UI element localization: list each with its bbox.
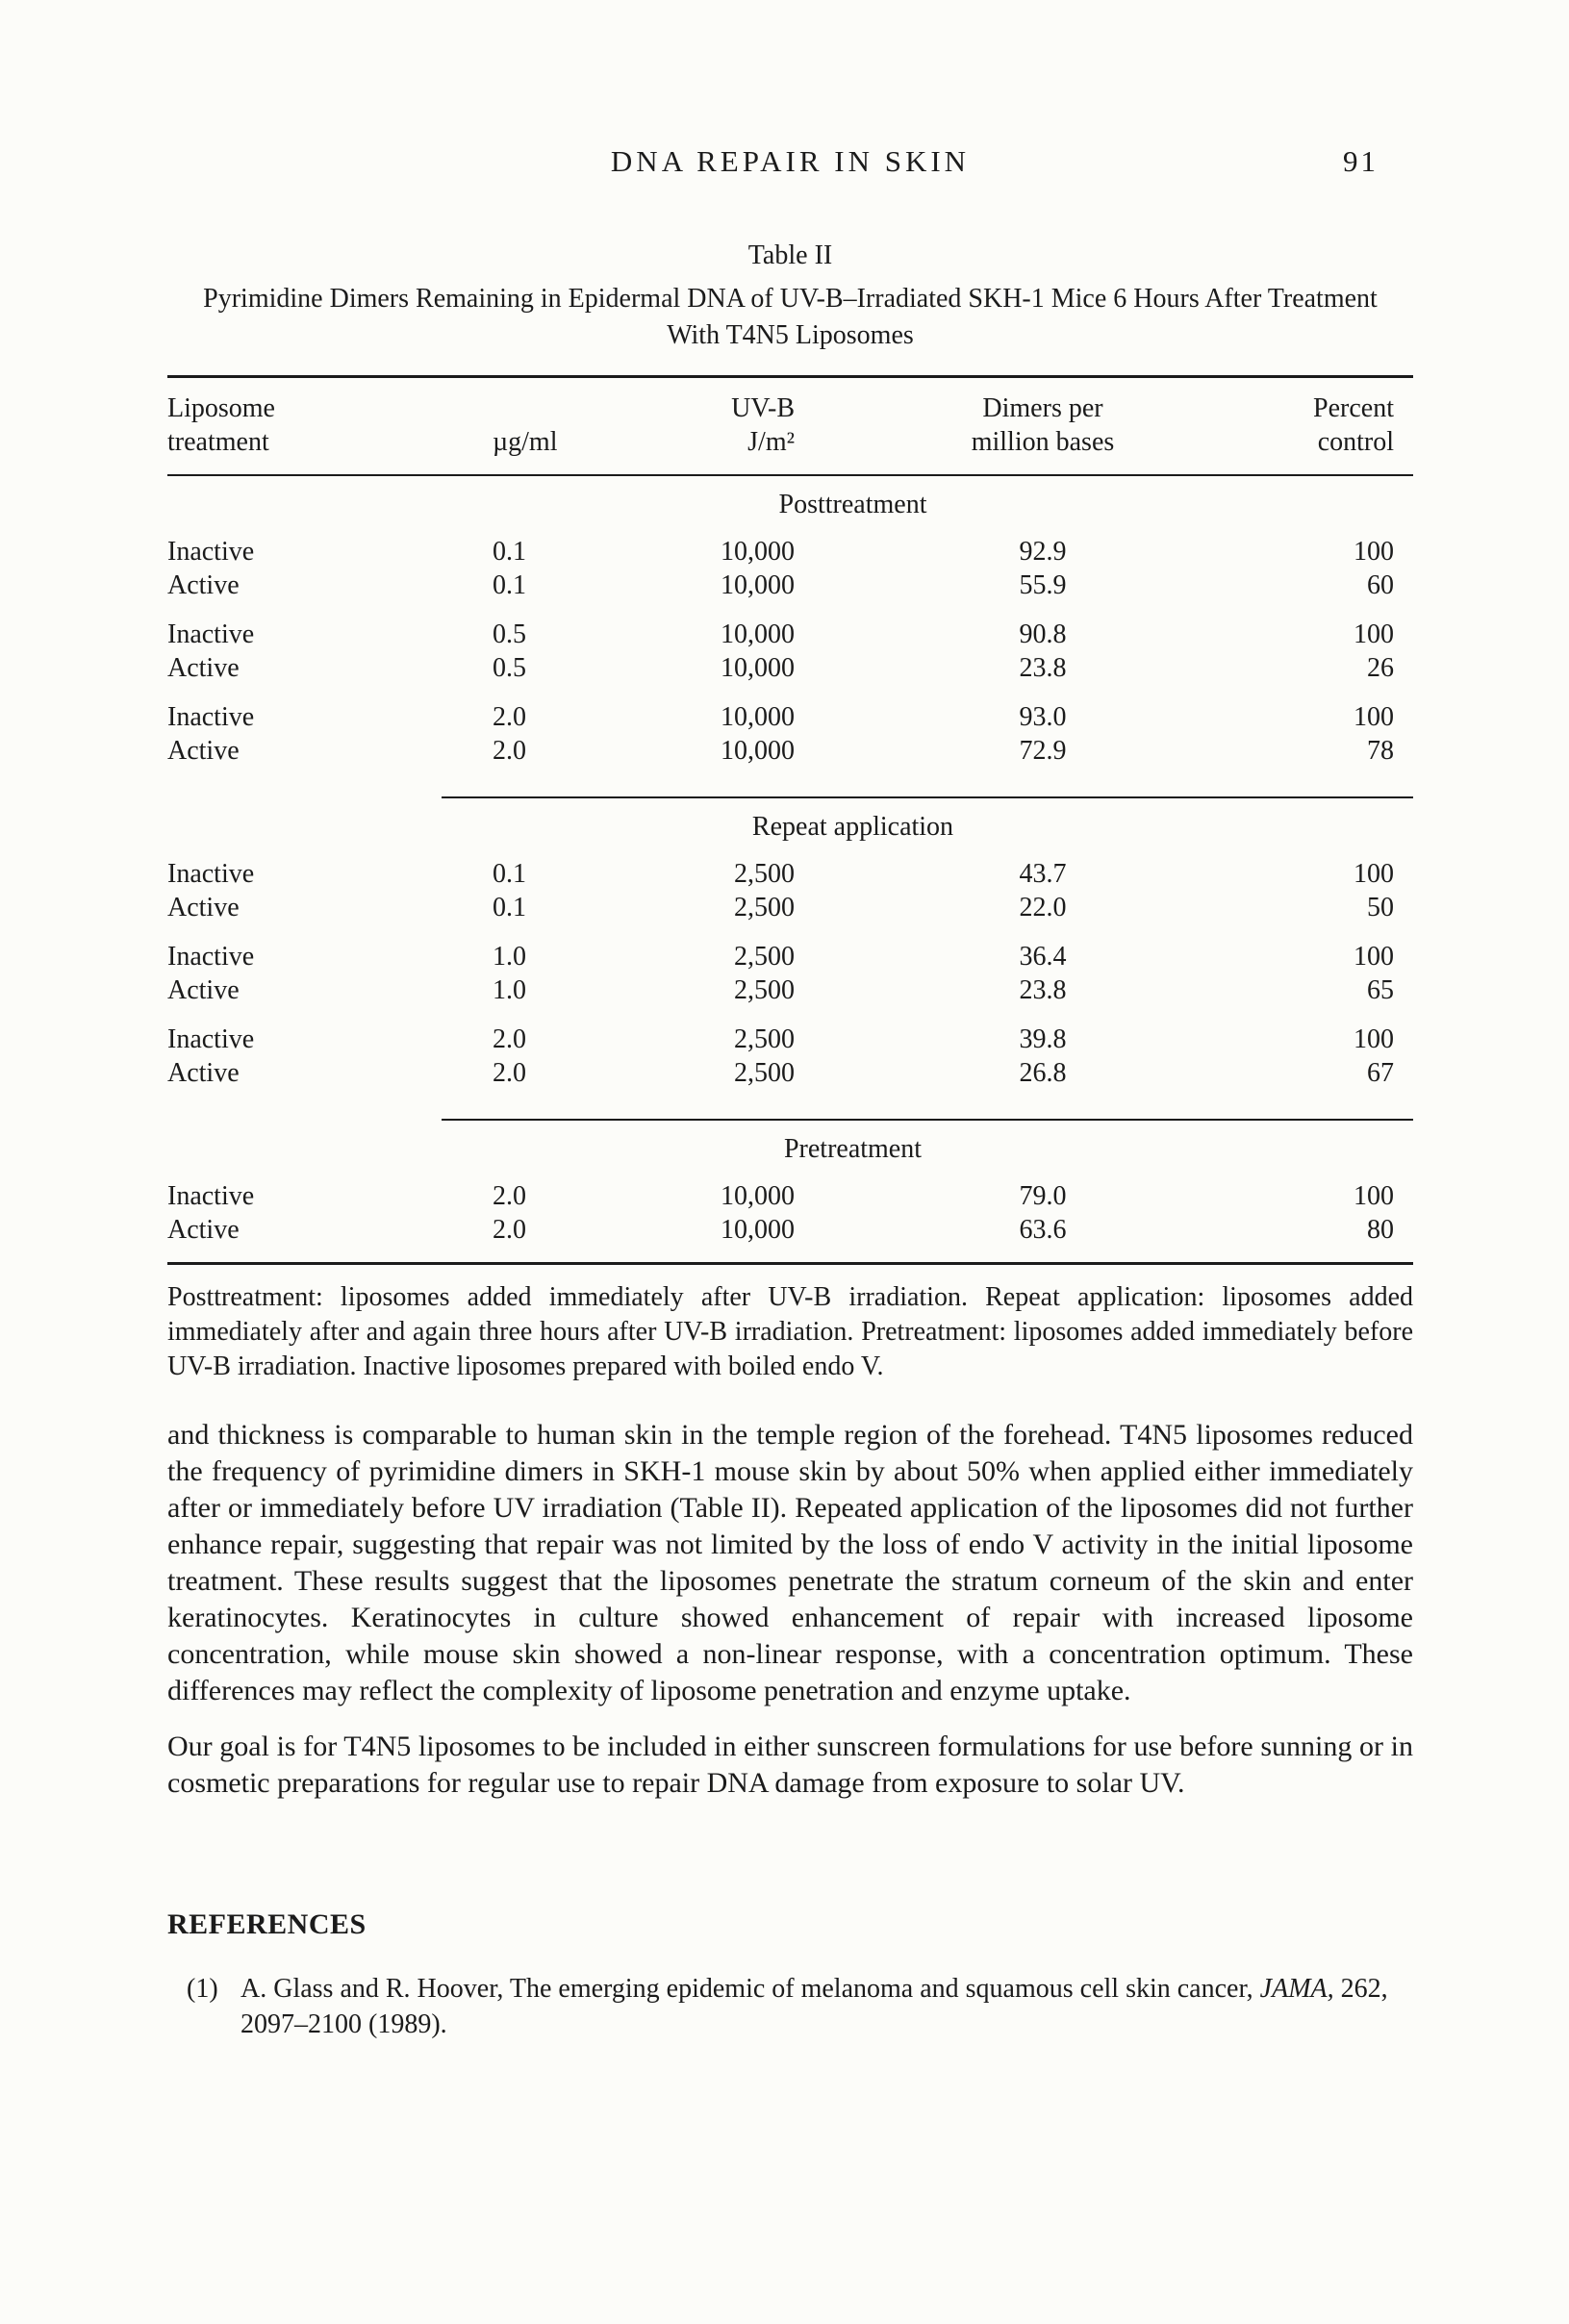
- table-row-group: [167, 857, 1413, 924]
- reference-text: [240, 1971, 1413, 2042]
- table-cell-treatment: Active: [167, 893, 240, 922]
- table-cell-treatment: Inactive: [167, 537, 255, 567]
- table-section-label: Pretreatment: [783, 1134, 923, 1164]
- table-cell-percent: 65: [1367, 975, 1394, 1005]
- table-cell-treatment: Active: [167, 1215, 240, 1245]
- column-header-treatment: [167, 392, 408, 459]
- column-header-dose: [408, 425, 629, 459]
- table-label: Table II: [747, 240, 833, 270]
- table-cell-treatment: Inactive: [167, 1024, 255, 1054]
- table-cell-percent: 50: [1367, 893, 1394, 922]
- table-cell-treatment: Active: [167, 975, 240, 1005]
- table-cell-dose: 2.0: [493, 1181, 526, 1211]
- table-row: [167, 651, 1413, 685]
- table-cell-treatment: Inactive: [167, 859, 255, 889]
- table-row-group: [167, 1023, 1413, 1090]
- reference-item: [187, 1971, 1413, 2042]
- table-cell-dose: 2.0: [493, 702, 526, 732]
- table-cell-dose: 2.0: [493, 736, 526, 766]
- reference-journal: JAMA,: [1259, 1974, 1334, 2004]
- table-row-group: [167, 535, 1413, 602]
- table-section-label: Repeat application: [751, 812, 954, 842]
- references-section: [167, 1907, 1413, 2042]
- column-header-dimers: [898, 392, 1187, 459]
- table-row-group: [167, 618, 1413, 685]
- table-cell-percent: 100: [1354, 942, 1394, 972]
- table-section-label: Posttreatment: [778, 490, 927, 519]
- table-cell-dimers: 93.0: [1019, 702, 1067, 732]
- table-cell-uvb: 2,500: [734, 893, 795, 922]
- table-cell-uvb: 10,000: [721, 1215, 795, 1245]
- table-cell-dose: 0.5: [493, 619, 526, 649]
- table-row: [167, 891, 1413, 924]
- page-number: 91: [1343, 144, 1379, 178]
- table-cell-dose: 1.0: [493, 975, 526, 1005]
- table-cell-dimers: 39.8: [1019, 1024, 1067, 1054]
- table-cell-dimers: 26.8: [1019, 1058, 1067, 1088]
- table-bottom-rule: [167, 1262, 1413, 1265]
- column-header-line: control: [1317, 427, 1394, 457]
- table-row: [167, 1023, 1413, 1056]
- table-cell-percent: 78: [1367, 736, 1394, 766]
- body-text: [167, 1417, 1413, 1802]
- table-row: [167, 973, 1413, 1007]
- table-cell-dimers: 43.7: [1019, 859, 1067, 889]
- table-cell-dimers: 90.8: [1019, 619, 1067, 649]
- table-cell-dose: 2.0: [493, 1024, 526, 1054]
- table-cell-dimers: 36.4: [1019, 942, 1067, 972]
- table-cell-dose: 0.1: [493, 893, 526, 922]
- table-cell-dose: 2.0: [493, 1058, 526, 1088]
- table-cell-dimers: 23.8: [1019, 653, 1067, 683]
- table-cell-percent: 26: [1367, 653, 1394, 683]
- table-row-group: [167, 700, 1413, 768]
- table-row: [167, 940, 1413, 973]
- table-cell-dose: 2.0: [493, 1215, 526, 1245]
- table-row: [167, 857, 1413, 891]
- table-row: [167, 734, 1413, 768]
- table-cell-dimers: 22.0: [1019, 893, 1067, 922]
- column-header-line: treatment: [167, 427, 269, 457]
- table-cell-uvb: 10,000: [721, 702, 795, 732]
- table-cell-treatment: Inactive: [167, 702, 255, 732]
- table-header-row: [167, 378, 1413, 474]
- table-cell-dose: 0.1: [493, 537, 526, 567]
- running-head-title: DNA REPAIR IN SKIN: [610, 144, 971, 178]
- reference-text-segment: 262, 2097–2100 (1989).: [240, 1974, 1388, 2039]
- column-header-line: Liposome: [167, 393, 275, 423]
- table-cell-treatment: Inactive: [167, 942, 255, 972]
- table-cell-uvb: 10,000: [721, 619, 795, 649]
- table-cell-percent: 100: [1354, 537, 1394, 567]
- table-header-rule: [167, 474, 1413, 476]
- column-header-line: Dimers per: [982, 393, 1103, 423]
- table-cell-uvb: 10,000: [721, 653, 795, 683]
- table-cell-percent: 100: [1354, 1181, 1394, 1211]
- table-cell-percent: 100: [1354, 859, 1394, 889]
- table-cell-percent: 100: [1354, 619, 1394, 649]
- table-section-rule: [442, 1119, 1413, 1121]
- body-paragraph: and thickness is comparable to human skin in the temple region of the forehead. T4N5 liposomes reduced the frequency of pyrimidine dimers in SKH-1 mouse skin by about 50% when applied either immediately after or immediately before UV irradiation (Table II). Repeated application of the liposomes did not further enhance repair, suggesting that repair was not limited by the loss of endo V activity in the initial liposome treatment. These results suggest that the liposomes penetrate the stratum corneum of the skin and enter keratinocytes. Keratinocytes in culture showed enhancement of repair with increased liposome concentration, while mouse skin showed a non-linear response, with a concentration optimum. These differences may reflect the complexity of liposome penetration and enzyme uptake.: [167, 1419, 1413, 1706]
- table-cell-uvb: 2,500: [734, 859, 795, 889]
- table-caption: Pyrimidine Dimers Remaining in Epidermal DNA of UV-B–Irradiated SKH-1 Mice 6 Hours After Treatment With T4N5 Liposomes: [203, 284, 1378, 350]
- table-row: [167, 535, 1413, 568]
- table-cell-dimers: 79.0: [1019, 1181, 1067, 1211]
- table-row-group: [167, 940, 1413, 1007]
- column-header-line: Percent: [1313, 393, 1394, 423]
- table-cell-treatment: Active: [167, 653, 240, 683]
- table-cell-dimers: 63.6: [1019, 1215, 1067, 1245]
- table-cell-percent: 80: [1367, 1215, 1394, 1245]
- table-cell-dose: 1.0: [493, 942, 526, 972]
- table-row: [167, 1179, 1413, 1213]
- table-row-group: [167, 1179, 1413, 1247]
- reference-number: (1): [187, 1974, 218, 2004]
- table-cell-dimers: 72.9: [1019, 736, 1067, 766]
- table-cell-treatment: Active: [167, 570, 240, 600]
- table-cell-dose: 0.1: [493, 570, 526, 600]
- table-cell-percent: 100: [1354, 702, 1394, 732]
- table-cell-percent: 100: [1354, 1024, 1394, 1054]
- references-heading: REFERENCES: [167, 1908, 367, 1940]
- table-cell-dimers: 92.9: [1019, 537, 1067, 567]
- column-header-uvb: [629, 392, 898, 459]
- table-block: [167, 239, 1413, 1384]
- table-cell-dimers: 23.8: [1019, 975, 1067, 1005]
- table-body: [167, 488, 1413, 1247]
- table-cell-uvb: 10,000: [721, 1181, 795, 1211]
- table-cell-treatment: Active: [167, 736, 240, 766]
- table-cell-percent: 67: [1367, 1058, 1394, 1088]
- table-cell-uvb: 10,000: [721, 736, 795, 766]
- table-row: [167, 1056, 1413, 1090]
- table-cell-uvb: 2,500: [734, 1024, 795, 1054]
- table-cell-uvb: 10,000: [721, 537, 795, 567]
- page-header: [167, 144, 1413, 179]
- table-cell-dose: 0.5: [493, 653, 526, 683]
- table-cell-uvb: 10,000: [721, 570, 795, 600]
- column-header-line: UV-B: [731, 393, 795, 423]
- table-cell-treatment: Inactive: [167, 1181, 255, 1211]
- column-header-percent: [1187, 392, 1413, 459]
- table-cell-treatment: Inactive: [167, 619, 255, 649]
- reference-text-segment: A. Glass and R. Hoover, The emerging epidemic of melanoma and squamous cell skin cancer,: [240, 1974, 1260, 2004]
- table-cell-percent: 60: [1367, 570, 1394, 600]
- column-header-line: million bases: [971, 427, 1115, 457]
- table-cell-uvb: 2,500: [734, 1058, 795, 1088]
- table-section-rule: [442, 796, 1413, 798]
- table-row: [167, 568, 1413, 602]
- table-row: [167, 618, 1413, 651]
- table-cell-dose: 0.1: [493, 859, 526, 889]
- column-header-line: J/m²: [747, 427, 795, 457]
- table-cell-treatment: Active: [167, 1058, 240, 1088]
- column-header-line: µg/ml: [493, 427, 558, 457]
- body-paragraph: Our goal is for T4N5 liposomes to be included in either sunscreen formulations for use before sunning or in cosmetic preparations for regular use to repair DNA damage from exposure to solar UV.: [167, 1730, 1413, 1799]
- table-cell-uvb: 2,500: [734, 975, 795, 1005]
- table-footnote: Posttreatment: liposomes added immediately after UV-B irradiation. Repeat application: liposomes added immediately after and again three hours after UV-B irradiation. Pretreatment: liposomes added immediately before UV-B irradiation. Inactive liposomes prepared with boiled endo V.: [167, 1282, 1413, 1381]
- table-cell-uvb: 2,500: [734, 942, 795, 972]
- table-row: [167, 700, 1413, 734]
- table-row: [167, 1213, 1413, 1247]
- table-cell-dimers: 55.9: [1019, 570, 1067, 600]
